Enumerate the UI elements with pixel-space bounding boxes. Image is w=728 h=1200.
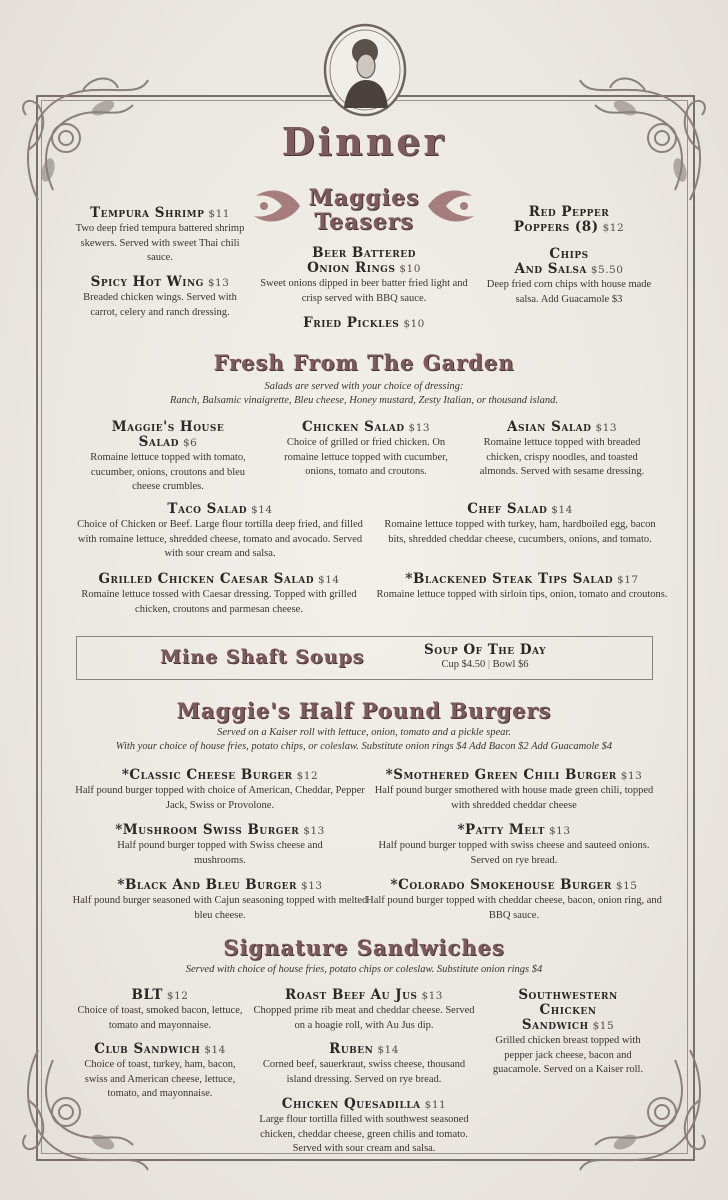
menu-item bbox=[74, 823, 366, 868]
corner-ornament-top-left-icon bbox=[8, 60, 158, 210]
item-name: Southwestern bbox=[518, 987, 618, 1003]
item-price: $14 bbox=[551, 504, 573, 516]
item-description: Choice of toast, smoked bacon, lettuce, tomato and mayonnaise. bbox=[77, 1005, 243, 1031]
item-name: Poppers (8) bbox=[513, 219, 599, 235]
item-name: Maggie's House bbox=[111, 419, 225, 435]
soup-cup-price: Cup $4.50 bbox=[441, 659, 486, 670]
item-name: Chips bbox=[549, 246, 589, 262]
item-price: $12 bbox=[602, 222, 625, 234]
item-name: Chicken Quesadilla bbox=[281, 1096, 421, 1112]
item-price: $13 bbox=[207, 277, 230, 289]
item-name: Club Sandwich bbox=[94, 1041, 201, 1057]
menu-item bbox=[472, 420, 652, 480]
menu-item bbox=[372, 572, 672, 603]
item-name: *Classic Cheese Burger bbox=[121, 767, 293, 783]
menu-item bbox=[70, 206, 250, 266]
item-name: BLT bbox=[131, 987, 163, 1003]
item-price: $12 bbox=[166, 990, 189, 1002]
item-name: Spicy Hot Wing bbox=[90, 274, 204, 290]
menu-item bbox=[254, 316, 474, 332]
menu-item bbox=[72, 1042, 248, 1102]
item-name: Fried Pickles bbox=[303, 315, 400, 331]
item-description: Breaded chicken wings. Served with carrot, celery and ranch dressing. bbox=[83, 292, 237, 318]
section-title-soups: Mine Shaft Soups bbox=[160, 646, 365, 668]
item-description: Half pound burger smothered with house made green chili, topped with shredded cheddar cheese bbox=[374, 785, 654, 811]
burgers-subtitle bbox=[56, 726, 672, 754]
item-price: $11 bbox=[208, 208, 230, 220]
item-price: $10 bbox=[399, 263, 421, 275]
menu-item bbox=[410, 643, 560, 673]
item-description: Choice of Chicken or Beef. Large flour tortilla deep fried, and filled with romaine lettuce, shredded cheese, tomato and avocado. Served with sour cream and salsa. bbox=[77, 519, 363, 559]
teasers-title-line2: Teasers bbox=[314, 209, 414, 235]
menu-item bbox=[70, 275, 250, 320]
menu-item bbox=[254, 246, 474, 306]
item-price: $10 bbox=[403, 318, 425, 330]
menu-item bbox=[70, 878, 370, 923]
item-price: $13 bbox=[303, 825, 325, 837]
item-price: $14 bbox=[377, 1044, 399, 1056]
menu-item bbox=[276, 420, 456, 480]
item-name: Soup Of The Day bbox=[423, 642, 547, 658]
item-description: Grilled chicken breast topped with pepper jack cheese, bacon and guacamole. Served on a Kaiser roll. bbox=[492, 1035, 644, 1075]
garden-subtitle-line1: Salads are served with your choice of dressing: bbox=[264, 381, 464, 392]
item-description: Chopped prime rib meat and cheddar cheese. Served on a hoagie roll, with Au Jus dip. bbox=[253, 1005, 475, 1031]
item-price: $13 bbox=[548, 825, 571, 837]
item-price: $13 bbox=[595, 422, 617, 434]
item-description: Sweet onions dipped in beer batter fried light and crisp served with BBQ sauce. bbox=[260, 278, 468, 304]
menu-item bbox=[486, 988, 650, 1078]
item-price: $5.50 bbox=[590, 264, 624, 276]
item-description: Deep fried corn chips with house made salsa. Add Guacamole $3 bbox=[486, 279, 652, 305]
item-name: And Salsa bbox=[514, 261, 587, 277]
item-description: Romaine lettuce topped with breaded chicken, crispy noodles, and toasted almonds. Served with sesame dressing. bbox=[479, 437, 645, 477]
item-name: Chef Salad bbox=[467, 501, 548, 517]
item-description: Half pound burger topped with choice of American, Cheddar, Pepper Jack, Swiss or Provolone. bbox=[75, 785, 365, 811]
item-price: $17 bbox=[617, 574, 639, 586]
price-separator: | bbox=[487, 659, 490, 670]
item-name: Salad bbox=[138, 434, 179, 450]
item-name: *Colorado Smokehouse Burger bbox=[390, 877, 612, 893]
item-name: Chicken Salad bbox=[301, 419, 405, 435]
menu-item bbox=[74, 768, 366, 813]
menu-item bbox=[252, 988, 476, 1033]
section-title-garden: Fresh From The Garden bbox=[213, 350, 515, 375]
item-description: Two deep fried tempura battered shrimp skewers. Served with sweet Thai chili sauce. bbox=[75, 223, 245, 263]
menu-item bbox=[366, 878, 662, 923]
sandwiches-subtitle: Served with choice of house fries, potato chips or coleslaw. Substitute onion rings $4 bbox=[185, 964, 543, 975]
soup-bowl-price: Bowl $6 bbox=[492, 659, 529, 670]
item-price: $13 bbox=[620, 770, 643, 782]
item-description: Large flour tortilla filled with southwest seasoned chicken, cheddar cheese, green chilis and tomato. Served with sour cream and salsa. bbox=[259, 1114, 469, 1154]
item-price: $13 bbox=[421, 990, 443, 1002]
menu-title: Dinner bbox=[281, 119, 447, 164]
item-name: *Black And Bleu Burger bbox=[117, 877, 298, 893]
item-description: Choice of toast, turkey, ham, bacon, swiss and American cheese, lettuce, tomato, and mayonnaise. bbox=[84, 1059, 236, 1099]
item-description: Romaine lettuce tossed with Caesar dressing. Topped with grilled chicken, croutons and parmesan cheese. bbox=[81, 589, 357, 615]
item-name: *Patty Melt bbox=[457, 822, 545, 838]
item-description: Half pound burger topped with Swiss cheese and mushrooms. bbox=[117, 840, 323, 866]
item-price: $15 bbox=[615, 880, 638, 892]
item-price: $12 bbox=[296, 770, 319, 782]
item-description: Choice of grilled or fried chicken. On romaine lettuce topped with cucumber, onions, tomato and croutons. bbox=[284, 437, 448, 477]
item-price: $14 bbox=[204, 1044, 226, 1056]
garden-subtitle bbox=[60, 380, 668, 408]
item-name: Ruben bbox=[329, 1041, 374, 1057]
item-name: Asian Salad bbox=[507, 419, 592, 435]
menu-item bbox=[72, 988, 248, 1033]
item-price: $6 bbox=[182, 437, 198, 449]
menu-item bbox=[74, 502, 366, 562]
menu-item bbox=[248, 1097, 480, 1157]
menu-item bbox=[252, 1042, 476, 1087]
item-description: Corned beef, sauerkraut, swiss cheese, thousand island dressing. Served on rye bread. bbox=[262, 1059, 466, 1085]
item-description: Half pound burger topped with swiss cheese and sauteed onions. Served on rye bread. bbox=[378, 840, 650, 866]
menu-item bbox=[64, 572, 374, 617]
item-name: Grilled Chicken Caesar Salad bbox=[98, 571, 315, 587]
section-title-sandwiches: Signature Sandwiches bbox=[223, 935, 505, 960]
teasers-title-line1: Maggies bbox=[308, 185, 420, 211]
item-price: $15 bbox=[592, 1020, 615, 1032]
item-description: Romaine lettuce topped with sirloin tips, onion, tomato and croutons. bbox=[376, 589, 668, 600]
corner-ornament-top-right-icon bbox=[570, 60, 720, 210]
item-price: $11 bbox=[424, 1099, 447, 1111]
item-name: Onion Rings bbox=[307, 260, 396, 276]
item-name: Sandwich bbox=[521, 1017, 589, 1033]
item-name: Red Pepper bbox=[528, 204, 610, 220]
item-name: *Mushroom Swiss Burger bbox=[115, 822, 300, 838]
item-price: $14 bbox=[318, 574, 340, 586]
item-name: Chicken bbox=[539, 1002, 597, 1018]
item-description: Half pound burger seasoned with Cajun seasoning topped with melted bleu cheese. bbox=[72, 895, 368, 921]
portrait-medallion-icon bbox=[322, 22, 408, 118]
garden-subtitle-line2: Ranch, Balsamic vinaigrette, Bleu cheese, Honey mustard, Zesty Italian, or thousand island. bbox=[170, 395, 558, 406]
item-description: Romaine lettuce topped with turkey, ham, hardboiled egg, bacon bits, shredded cheddar cheese, cucumbers, onions, and tomato. bbox=[384, 519, 656, 545]
item-name: Taco Salad bbox=[167, 501, 248, 517]
menu-item bbox=[76, 420, 260, 495]
item-price: $14 bbox=[251, 504, 273, 516]
item-name: Roast Beef Au Jus bbox=[285, 987, 418, 1003]
item-name: Tempura Shrimp bbox=[90, 205, 205, 221]
item-description: Half pound burger topped with cheddar cheese, bacon, onion ring, and BBQ sauce. bbox=[366, 895, 662, 921]
item-price: $13 bbox=[301, 880, 323, 892]
section-title-teasers bbox=[294, 186, 434, 234]
menu-item bbox=[376, 823, 652, 868]
menu-item bbox=[376, 502, 664, 547]
section-title-burgers: Maggie's Half Pound Burgers bbox=[176, 698, 552, 723]
item-description: Romaine lettuce topped with tomato, cucumber, onions, croutons and bleu cheese crumbles. bbox=[90, 452, 246, 492]
burgers-subtitle-line1: Served on a Kaiser roll with lettuce, onion, tomato and a pickle spear. bbox=[217, 727, 511, 738]
menu-item bbox=[484, 247, 654, 307]
item-price: $13 bbox=[408, 422, 431, 434]
item-name: *Blackened Steak Tips Salad bbox=[405, 571, 614, 587]
menu-item bbox=[366, 768, 662, 813]
item-name: Beer Battered bbox=[312, 245, 416, 261]
burgers-subtitle-line2: With your choice of house fries, potato chips, or coleslaw. Substitute onion rings $4 Add Bacon $2 Add Guacamole $4 bbox=[115, 741, 613, 752]
menu-item bbox=[484, 205, 654, 236]
item-name: *Smothered Green Chili Burger bbox=[385, 767, 617, 783]
